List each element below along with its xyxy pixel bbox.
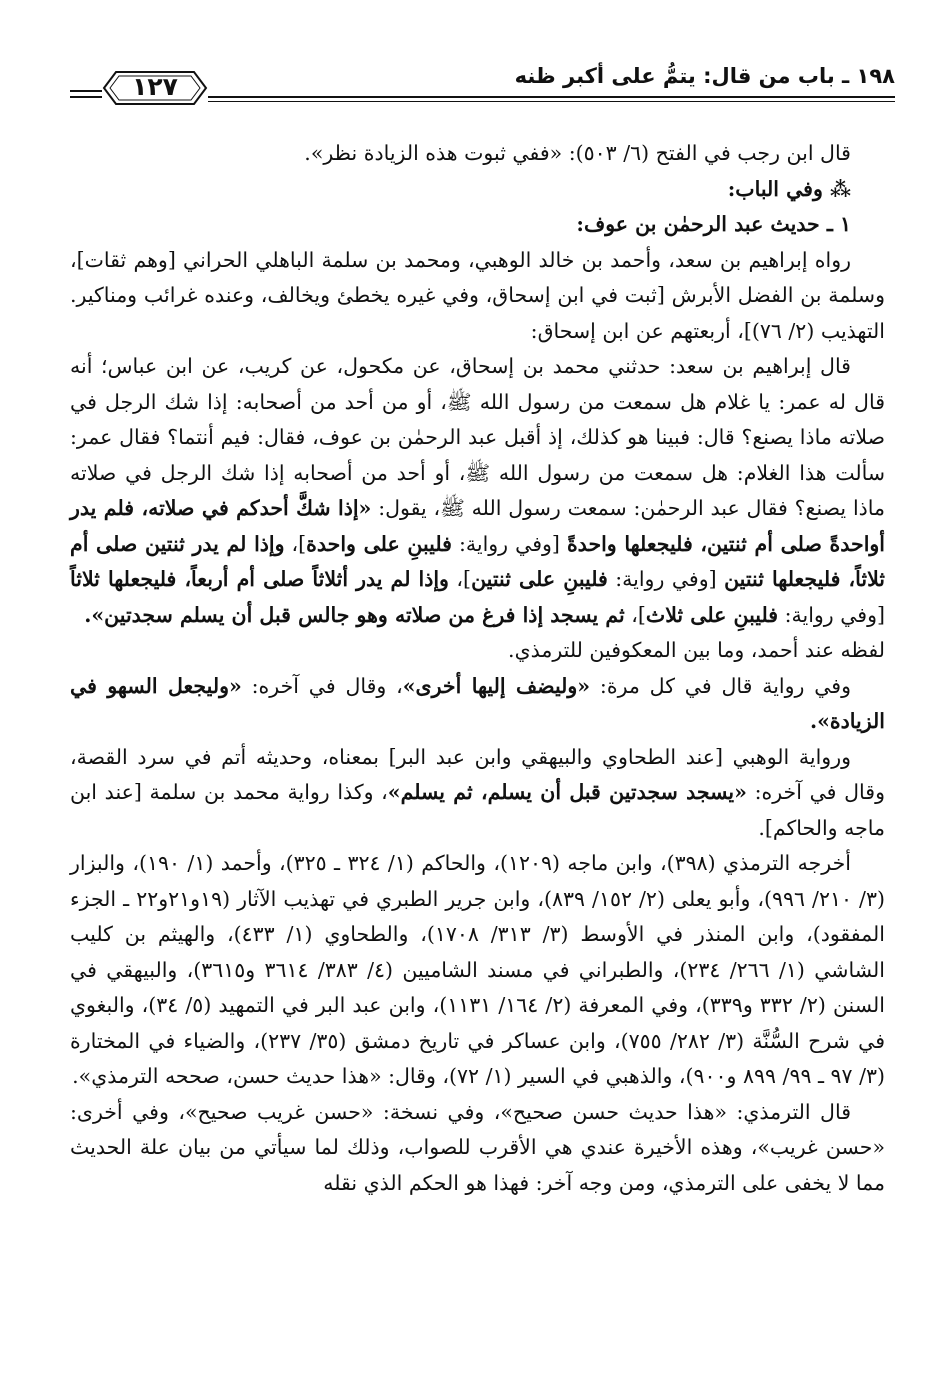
page-number: ١٢٧ — [132, 72, 178, 101]
text-segment: [وفي رواية: — [778, 602, 885, 627]
hadith-text: «وليضف إليها أخرى» — [402, 673, 591, 698]
hadith-text: ثم يسجد إذا فرغ من صلاته وهو جالس قبل أن يسلم سجدتين». — [84, 602, 625, 627]
hadith-text: فليبنِ على ثنتين — [471, 567, 608, 591]
paragraph: رواه إبراهيم بن سعد، وأحمد بن خالد الوهبي، ومحمد بن سلمة الباهلي الحراني [وهم ثقات]، وسلمة بن الفضل الأبرش [ثبت في ابن إسحاق، وفي غيره يخطئ ويخالف، وعنده غرائب ومناكير. التهذيب (٢/ ٧٦)]، أربعتهم عن ابن إسحاق: — [70, 247, 885, 343]
header-rule-thin — [208, 101, 895, 102]
section-heading: ⁂ وفي الباب: — [727, 176, 851, 201]
text-segment: ]، — [624, 602, 646, 627]
paragraph — [70, 740, 885, 847]
hadith-text: فليبنِ على واحدة — [306, 531, 452, 556]
text-segment: [وفي رواية: — [451, 531, 567, 556]
hadith-text: «إذا شكَّ أحدكم في صلاته، فلم يدر أواحدةً صلى أم ثنتين، فليجعلها واحدةً — [70, 496, 885, 556]
header-rule — [208, 96, 895, 98]
running-title: ١٩٨ ـ باب من قال: يتمُّ على أكبر ظنه — [514, 64, 895, 88]
page-body — [70, 136, 885, 1201]
text-segment: ، وكذا رواية محمد بن سلمة [عند ابن ماجه والحاكم]. — [70, 780, 885, 840]
text-segment: قال إبراهيم بن سعد: حدثني محمد بن إسحاق، عن مكحول، عن كريب، عن ابن عباس؛ أنه قال له عمر: يا غلام هل سمعت من رسول الله ﷺ، أو من أحد من أصحابه: إذا شك الرجل في صلاته ماذا يصنع؟ قال: فبينا هو كذلك، إذ أقبل عبد الرحمٰن بن عوف، فقال: فيم أنتما؟ فقال عمر: سألت هذا الغلام: هل سمعت من رسول الله ﷺ، أو أحد من أصحابه إذا شك الرجل في صلاته ماذا يصنع؟ فقال عبد الرحمٰن: سمعت رسول الله ﷺ، يقول: — [70, 354, 886, 520]
page-header — [70, 54, 895, 114]
hadith-text: وإذا لم يدر أثلاثاً صلى أم أربعاً، فليجعلها ثلاثاً — [70, 567, 449, 591]
hadith-text: وإذا لم يدر ثنتين صلى أم ثلاثاً، فليجعلها ثنتين — [70, 531, 886, 591]
text-segment: [وفي رواية: — [607, 567, 725, 591]
text-segment: ]، — [284, 531, 307, 556]
takhrij-paragraph: أخرجه الترمذي (٣٩٨)، وابن ماجه (١٢٠٩)، والحاكم (١/ ٣٢٤ ـ ٣٢٥)، وأحمد (١/ ١٩٠)، والبزار (٣/ ٢١٠/ ٩٩٦)، وأبو يعلى (٢/ ١٥٢/ ٨٣٩)، وابن جرير الطبري في تهذيب الآثار (١٩و٢١و٢٢ ـ الجزء المفقود)، وابن المنذر في الأوسط (٣/ ٣١٣/ ١٧٠٨)، والطحاوي (١/ ٤٣٣)، والهيثم بن كليب الشاشي (١/ ٢٦٦/ ٢٣٤)، والطبراني في مسند الشاميين (٤/ ٣٨٣/ ٣٦١٤ و٣٦١٥)، والبيهقي في السنن (٢/ ٣٣٢ و٣٣٩)، وفي المعرفة (٢/ ١٦٤/ ١١٣١)، وابن عبد البر في التمهيد (٥/ ٣٤)، والبغوي في شرح السُّنَّة (٣/ ٢٨٢/ ٧٥٥)، وابن عساكر في تاريخ دمشق (٣٥/ ٢٣٧)، والضياء في المختارة (٣/ ٩٧ ـ ٩٩/ ٨٩٩ و٩٠٠)، والذهبي في السير (١/ ٧٢)، وقال: «هذا حديث حسن، صححه الترمذي». — [70, 851, 886, 1088]
hadith-text: فليبنِ على ثلاث — [645, 602, 779, 627]
paragraph — [70, 669, 885, 740]
text-segment: ]، — [448, 567, 472, 591]
text-segment: وفي رواية قال في كل مرة: — [590, 673, 851, 698]
hadith-text: «وليجعل السهو في الزيادة». — [70, 673, 885, 733]
hadith-text: «يسجد سجدتين قبل أن يسلم، ثم يسلم» — [387, 780, 747, 804]
text-segment: ، وقال في آخره: — [241, 673, 403, 698]
text-segment: ورواية الوهبي [عند الطحاوي والبيهقي وابن عبد البر] بمعناه، وحديثه أتم في سرد القصة، وقال في آخره: — [70, 744, 885, 804]
hadith-paragraph — [70, 349, 885, 633]
header-rule-left — [70, 90, 102, 92]
page-number-badge — [102, 66, 208, 110]
paragraph: لفظه عند أحمد، وما بين المعكوفين للترمذي. — [508, 638, 885, 662]
paragraph: قال الترمذي: «هذا حديث حسن صحيح»، وفي نسخة: «حسن غريب صحيح»، وفي أخرى: «حسن غريب»، وهذه الأخيرة عندي هي الأقرب للصواب، وذلك لما سيأتي من بيان علة الحديث مما لا يخفى على الترمذي، ومن وجه آخر: فهذا هو الحكم الذي نقله — [70, 1099, 885, 1195]
header-rule-left-lower — [70, 96, 102, 98]
paragraph: قال ابن رجب في الفتح (٦/ ٥٠٣): «ففي ثبوت هذه الزيادة نظر». — [304, 141, 851, 165]
subsection-heading: ١ ـ حديث عبد الرحمٰن بن عوف: — [576, 212, 851, 236]
